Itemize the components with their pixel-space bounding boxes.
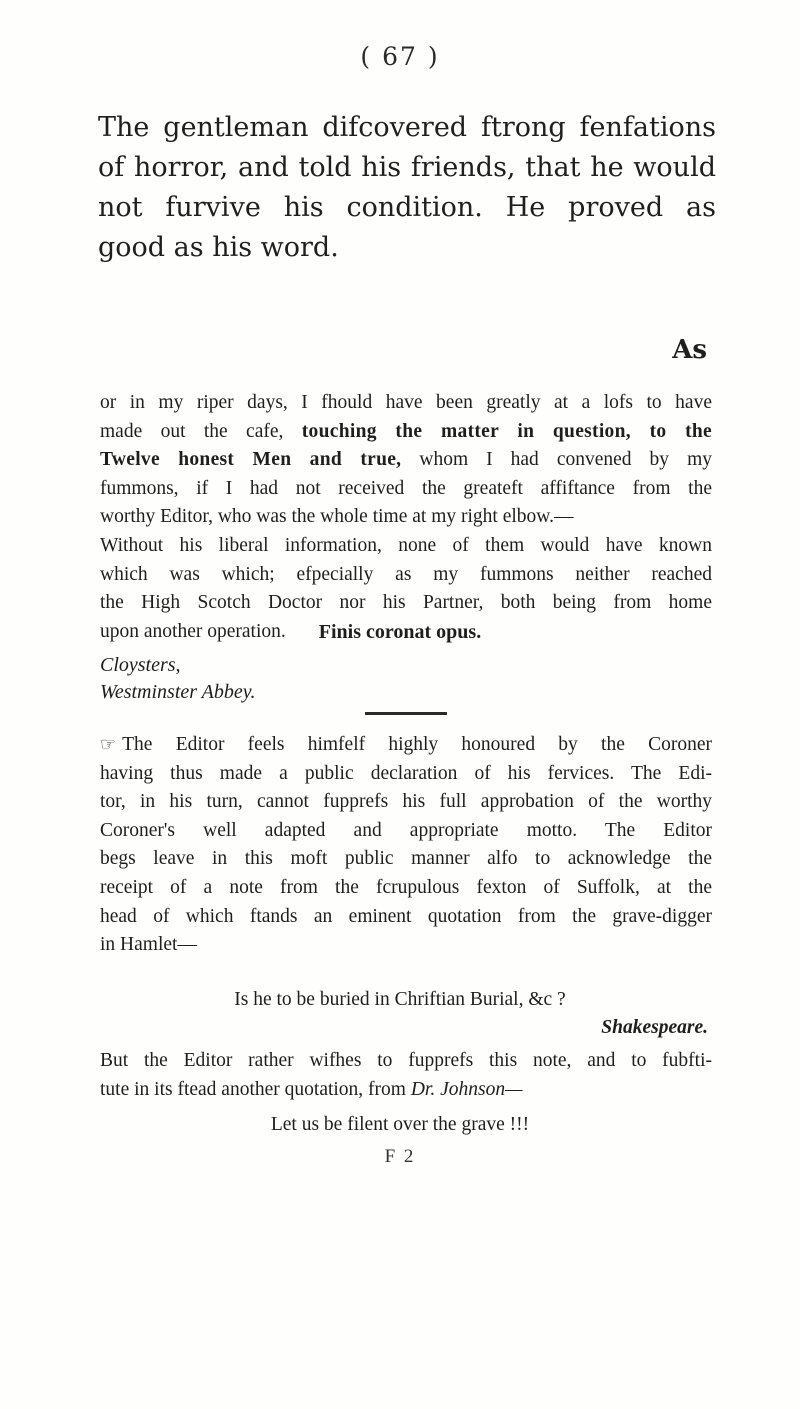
top-paragraph-line: good as his word. — [98, 232, 339, 263]
letter-line — [100, 446, 712, 475]
letter-line: fummons, if I had not received the greateft affiftance from the — [100, 477, 712, 499]
quotation-attribution: Shakespeare. — [601, 1017, 708, 1038]
editor-note — [100, 731, 712, 960]
letter-text: whom I had convened by my — [401, 449, 712, 471]
top-paragraph-line: The gentleman difcovered ftrong fenfations — [98, 112, 716, 143]
note-line: tor, in his turn, cannot fupprefs his full approbation of the worthy — [100, 791, 712, 813]
note-line: having thus made a public declaration of his fervices. The Edi- — [100, 762, 712, 784]
note-line: head of which ftands an eminent quotation from the grave-digger — [100, 905, 712, 927]
note-line — [100, 731, 712, 760]
letter-line: worthy Editor, who was the whole time at my right elbow.— — [100, 506, 574, 528]
signature-abbey: Westminster Abbey. — [100, 681, 256, 703]
editor-note-continued — [100, 1047, 712, 1104]
note-line — [100, 1076, 712, 1105]
note-line: Coroner's well adapted and appropriate motto. The Editor — [100, 819, 712, 841]
letter-line: upon another operation. — [100, 620, 286, 642]
note-line: But the Editor rather wifhes to fupprefs this note, and to fubfti- — [100, 1050, 712, 1071]
catchword: As — [672, 335, 707, 365]
note-line: begs leave in this moft public manner alfo to acknowledge the — [100, 848, 712, 870]
page-number: ( 67 ) — [360, 42, 440, 71]
blackletter-text: Twelve honest Men and true, — [100, 449, 402, 471]
letter-text: made out the cafe, — [100, 420, 302, 442]
note-text: tute in its ftead another quotation, from — [100, 1078, 411, 1100]
pointing-hand-icon: ☞ — [100, 734, 117, 755]
note-line: receipt of a note from the fcrupulous fexton of Suffolk, at the — [100, 876, 712, 898]
top-paragraph — [98, 108, 716, 268]
divider-rule — [365, 712, 447, 715]
signature-mark: F 2 — [384, 1146, 416, 1167]
letter-line — [100, 418, 712, 447]
letter-line: the High Scotch Doctor nor his Partner, both being from home — [100, 592, 712, 614]
top-paragraph-line: of horror, and told his friends, that he would — [98, 152, 716, 183]
quotation-johnson: Let us be filent over the grave !!! — [270, 1114, 530, 1135]
johnson-reference: Dr. Johnson— — [410, 1078, 523, 1100]
letter-body — [100, 389, 712, 646]
top-paragraph-line: not furvive his condition. He proved as — [98, 192, 716, 223]
note-line: in Hamlet— — [100, 934, 197, 956]
quotation-hamlet: Is he to be buried in Chriftian Burial, &c ? — [234, 989, 566, 1010]
letter-line: or in my riper days, I fhould have been greatly at a lofs to have — [100, 392, 712, 413]
letter-line: Without his liberal information, none of them would have known — [100, 534, 712, 556]
note-text: The Editor feels himfelf highly honoured by the Coroner — [122, 734, 712, 755]
closing-motto: Finis coronat opus. — [318, 621, 482, 643]
signature-place: Cloysters, — [100, 654, 181, 676]
blackletter-text: touching the matter in question, to the — [301, 420, 712, 442]
letter-line: which was which; efpecially as my fummons neither reached — [100, 563, 712, 585]
